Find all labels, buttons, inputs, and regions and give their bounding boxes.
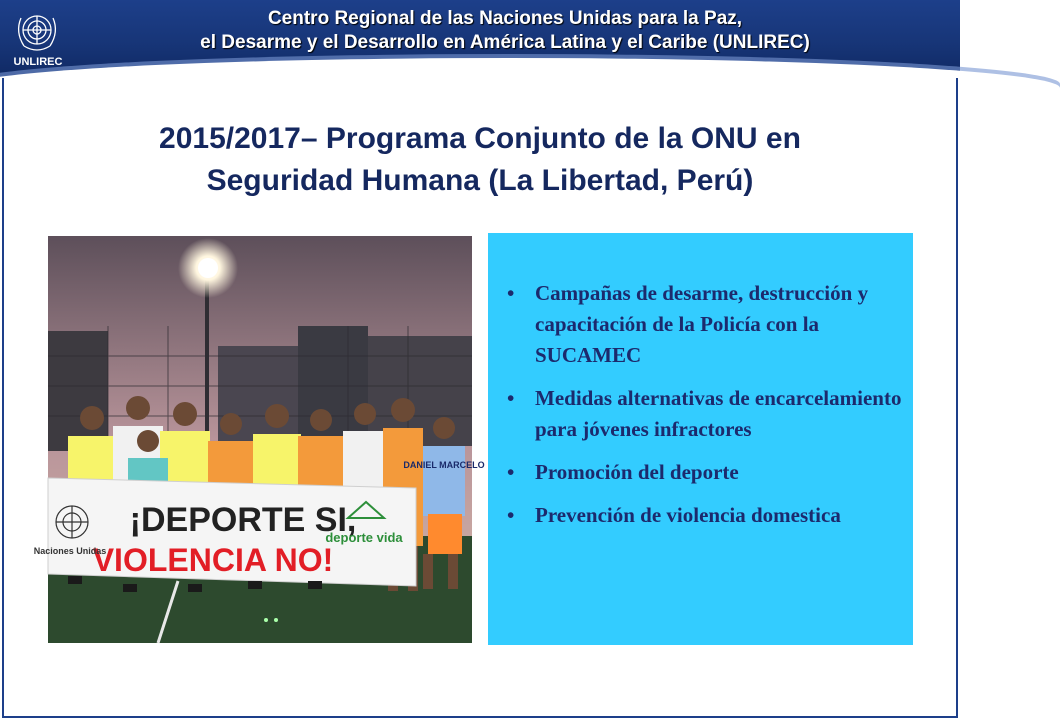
header-swoosh [0, 58, 1060, 118]
jersey-name: DANIEL MARCELO [403, 460, 485, 470]
un-emblem-icon [12, 6, 62, 56]
bullet-text: Prevención de violencia domestica [535, 503, 841, 527]
team-photo [33, 236, 485, 643]
bullet-dot-icon: • [507, 503, 515, 527]
bullet-list [503, 278, 903, 543]
frame-bottom [2, 716, 958, 718]
banner-un-emblem-icon [56, 506, 88, 538]
bullet-item [503, 383, 903, 445]
bullet-dot-icon: • [507, 281, 515, 305]
deporte-vida-logo-text: deporte vida [325, 530, 403, 545]
bullet-item [503, 457, 903, 488]
bullet-panel [488, 233, 913, 645]
title-line-1: 2015/2017– Programa Conjunto de la ONU en [159, 122, 801, 155]
bullet-item [503, 278, 903, 371]
slide-title [40, 118, 920, 202]
bullet-dot-icon: • [507, 460, 515, 484]
bullet-text: Medidas alternativas de encarcelamiento para jóvenes infractores [535, 386, 902, 441]
bullet-item [503, 500, 903, 531]
team-photo-illustration [33, 236, 485, 643]
header-banner [0, 0, 960, 80]
banner-un-label: Naciones Unidas [33, 546, 107, 556]
bullet-text: Promoción del deporte [535, 460, 739, 484]
header-line-1: Centro Regional de las Naciones Unidas para la Paz, [267, 8, 743, 29]
header-line-2: el Desarme y el Desarrollo en América Latina y el Caribe (UNLIREC) [200, 32, 810, 53]
bullet-text: Campañas de desarme, destrucción y capacitación de la Policía con la SUCAMEC [535, 281, 869, 367]
title-line-2: Seguridad Humana (La Libertad, Perú) [206, 164, 754, 197]
banner-text-line-2: VIOLENCIA NO! [92, 542, 334, 578]
logo-caption: UNLIREC [13, 56, 63, 68]
frame-left [2, 78, 4, 718]
frame-right [956, 78, 958, 718]
bullet-dot-icon: • [507, 386, 515, 410]
banner-text-line-1: ¡DEPORTE SI, [129, 501, 357, 539]
